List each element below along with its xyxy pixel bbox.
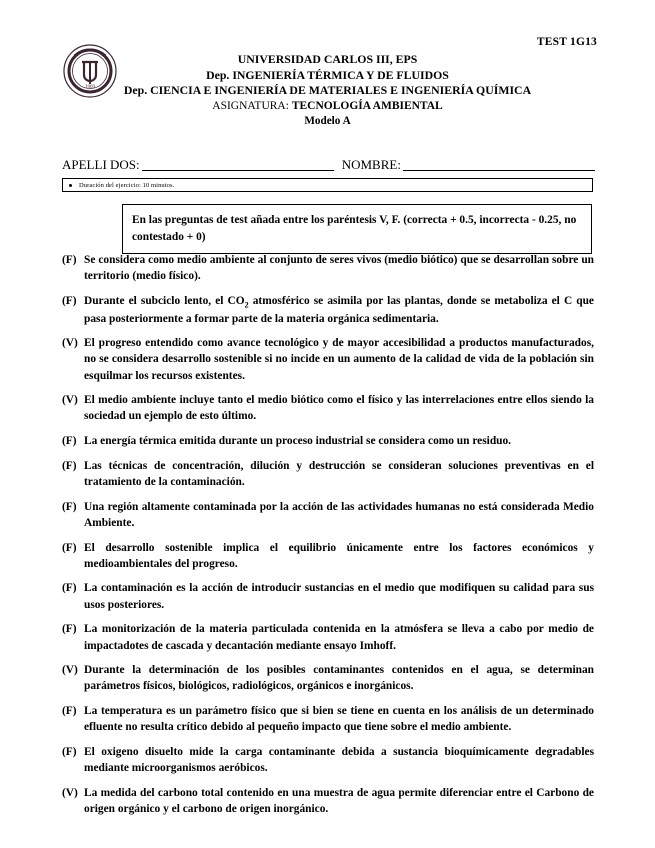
header-line-model: Modelo A: [304, 114, 351, 127]
question-item: [62, 744, 594, 776]
question-item: [62, 662, 594, 694]
duration-text: Duración del ejercicio: 10 minutos.: [79, 181, 175, 189]
question-text: La monitorización de la materia particulada contenida en la atmósfera se lleva a cabo por medio de impactadotes de cascada y decantación mediante ensayo Imhoff.: [84, 623, 594, 652]
document-header: [0, 52, 655, 129]
answer-mark[interactable]: (F): [62, 294, 77, 307]
test-code: TEST 1G13: [536, 36, 597, 48]
question-item: [62, 703, 594, 735]
question-item: [62, 335, 594, 384]
question-text: Durante el subciclo lento, el $CO_2$ atmosférico se asimila por las plantas, donde se metaboliza el C que pasa posteriormente a formar parte de la materia orgánica sedimentaria.: [84, 294, 594, 325]
question-text: El progreso entendido como avance tecnológico y de mayor accesibilidad a productos manufacturados, no se considera desarrollo sostenible si no incide en un aumento de la calidad de vida de la población sin esquilmar los recursos existentes.: [84, 337, 594, 382]
instruction-box: En las preguntas de test añada entre los paréntesis V, F. (correcta + 0.5, incorrecta - 0.25, no contestado + 0): [122, 204, 592, 254]
svg-text:1969: 1969: [85, 85, 95, 90]
question-item: [62, 785, 594, 817]
question-text: La contaminación es la acción de introducir sustancias en el medio que modifiquen su calidad para sus usos posteriores.: [84, 582, 594, 611]
duration-note: [62, 178, 593, 192]
answer-mark[interactable]: (F): [62, 582, 77, 595]
question-item: [62, 458, 594, 490]
question-item: [62, 433, 594, 449]
answer-mark[interactable]: (F): [62, 500, 77, 513]
identification-fields: [62, 157, 595, 173]
question-text: La medida del carbono total contenido en una muestra de agua permite diferenciar entre el Carbono de origen orgánico y el carbono de origen inorgánico.: [84, 786, 594, 816]
question-text: La temperatura es un parámetro físico que si bien se tiene en cuenta en los análisis de un determinado efluente no resulta crítico debido al pequeño impacto que tiene sobre el medio ambiente.: [84, 705, 594, 734]
answer-mark[interactable]: (F): [62, 541, 77, 554]
question-list: [62, 252, 594, 826]
question-text: Una región altamente contaminada por la acción de las actividades humanas no está considerada Medio Ambiente.: [84, 500, 594, 529]
answer-mark[interactable]: (F): [62, 254, 77, 266]
question-item: [62, 499, 594, 531]
question-item: [62, 540, 594, 572]
surname-label: APELLI DOS:: [62, 157, 140, 172]
answer-mark[interactable]: (F): [62, 435, 77, 448]
subject-name: TECNOLOGÍA AMBIENTAL: [291, 99, 443, 112]
name-label: NOMBRE:: [341, 157, 401, 172]
answer-mark[interactable]: (F): [62, 705, 77, 718]
bullet-icon: [69, 184, 72, 187]
question-text: La energía térmica emitida durante un proceso industrial se considera como un residuo.: [84, 435, 512, 448]
question-item: [62, 621, 594, 653]
header-line-dept1: Dep. INGENIERÍA TÉRMICA Y DE FLUIDOS: [206, 67, 449, 82]
question-item: [62, 252, 594, 284]
header-line-dept2: Dep. CIENCIA E INGENIERÍA DE MATERIALES E INGENIERÍA QUÍMICA: [123, 83, 532, 98]
question-text: Durante la determinación de los posibles contaminantes contenidos en el agua, se determinan parámetros físicos, biológicos, radiológicos, orgánicos e inorgánicos.: [84, 664, 594, 693]
name-input[interactable]: [403, 157, 595, 171]
question-text: El oxigeno disuelto mide la carga contaminante debida a sustancia bioquímicamente degradables mediante microorganismos aeróbicos.: [84, 745, 594, 775]
answer-mark[interactable]: (F): [62, 459, 77, 472]
question-text: Las técnicas de concentración, dilución y destrucción se consideran soluciones preventivas en el tratamiento de la contaminación.: [84, 459, 594, 489]
answer-mark[interactable]: (F): [62, 623, 77, 636]
subject-prefix: ASIGNATURA:: [212, 99, 292, 112]
question-text: El desarrollo sostenible implica el equilibrio únicamente entre los factores económicos y medioambientales del progreso.: [84, 541, 594, 570]
answer-mark[interactable]: (V): [62, 664, 78, 677]
header-line-subject: [0, 99, 655, 114]
question-item: [62, 293, 594, 327]
question-text: Se considera como medio ambiente al conjunto de seres vivos (medio biótico) que se desarrollan sobre un territorio (medio físico).: [84, 254, 594, 283]
answer-mark[interactable]: (V): [62, 337, 78, 350]
question-text: El medio ambiente incluye tanto el medio biótico como el físico y las interrelaciones entre ellos siendo la sociedad un ejemplo de esto último.: [84, 394, 594, 423]
answer-mark[interactable]: (F): [62, 745, 77, 758]
question-item: [62, 392, 594, 424]
header-line-university: UNIVERSIDAD CARLOS III, EPS: [237, 52, 418, 66]
surname-input[interactable]: [142, 157, 334, 171]
answer-mark[interactable]: (V): [62, 394, 78, 407]
answer-mark[interactable]: (V): [62, 786, 78, 799]
question-item: [62, 580, 594, 612]
